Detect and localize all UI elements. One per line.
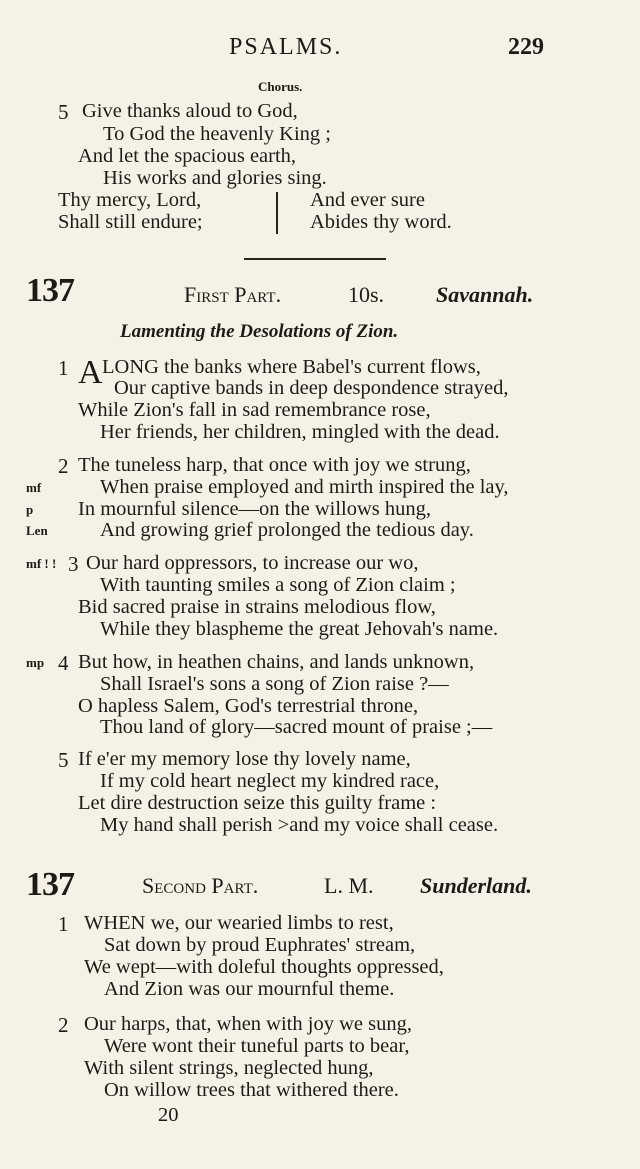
column-divider xyxy=(276,192,278,234)
meter-label: 10s. xyxy=(348,282,385,307)
section-rule xyxy=(244,258,386,260)
verse-line: On willow trees that withered there. xyxy=(104,1079,399,1101)
stanza-number: 5 xyxy=(58,748,69,772)
stanza-number: 1 xyxy=(58,912,69,936)
verse-line: Let dire destruction seize this guilty frame : xyxy=(78,792,437,814)
verse-line: Our hard oppressors, to increase our wo, xyxy=(86,552,419,574)
verse-line: Shall Israel's sons a song of Zion raise ?— xyxy=(100,673,449,695)
verse-line: In mournful silence—on the willows hung, xyxy=(78,498,432,520)
stanza-number: 2 xyxy=(58,1013,69,1037)
verse-line: If my cold heart neglect my kindred race, xyxy=(100,770,440,792)
dynamic-mark: mf xyxy=(26,480,42,495)
verse-line: Her friends, her children, mingled with the dead. xyxy=(100,421,500,443)
tune-name: Sunderland. xyxy=(420,873,532,898)
page-number: 229 xyxy=(508,34,544,60)
verse-line-left: Thy mercy, Lord, xyxy=(58,189,202,211)
tune-name: Savannah. xyxy=(436,282,534,307)
verse-line: When praise employed and mirth inspired the lay, xyxy=(100,476,509,498)
signature-mark: 20 xyxy=(158,1104,179,1126)
verse-line: And let the spacious earth, xyxy=(78,145,297,167)
dynamic-mark: mp xyxy=(26,655,45,670)
verse-line: If e'er my memory lose thy lovely name, xyxy=(78,748,411,770)
verse-line-right: Abides thy word. xyxy=(310,211,452,233)
stanza-number: 1 xyxy=(58,356,69,380)
drop-cap: A xyxy=(78,354,103,391)
verse-line: LONG the banks where Babel's current flows, xyxy=(102,356,481,378)
verse-line: The tuneless harp, that once with joy we strung, xyxy=(78,454,471,476)
dynamic-mark: p xyxy=(26,502,34,517)
stanza-number: 4 xyxy=(58,651,69,675)
dynamic-mark: Len xyxy=(26,523,48,538)
verse-line: Were wont their tuneful parts to bear, xyxy=(104,1035,410,1057)
meter-label: L. M. xyxy=(324,873,374,898)
verse-line: But how, in heathen chains, and lands unknown, xyxy=(78,651,475,673)
verse-line: With taunting smiles a song of Zion claim ; xyxy=(100,574,456,596)
verse-line: And growing grief prolonged the tedious day. xyxy=(100,519,474,541)
dynamic-mark: mf ! ! xyxy=(26,556,57,571)
psalm-number: 137 xyxy=(26,272,74,309)
psalm-number: 137 xyxy=(26,866,74,903)
part-label: Second Part. xyxy=(142,873,259,898)
verse-line-left: Shall still endure; xyxy=(58,211,203,233)
verse-line: WHEN we, our wearied limbs to rest, xyxy=(84,912,394,934)
verse-line: Our captive bands in deep despondence strayed, xyxy=(114,377,509,399)
verse-line: With silent strings, neglected hung, xyxy=(84,1057,374,1079)
verse-line-right: And ever sure xyxy=(310,189,425,211)
stanza-number: 3 xyxy=(68,552,79,576)
stanza-number: 2 xyxy=(58,454,69,478)
verse-line: To God the heavenly King ; xyxy=(103,123,332,145)
running-title: PSALMS. xyxy=(229,34,343,60)
verse-line: And Zion was our mournful theme. xyxy=(104,978,395,1000)
verse-line: Our harps, that, when with joy we sung, xyxy=(84,1013,412,1035)
verse-line: His works and glories sing. xyxy=(103,167,327,189)
verse-line: While Zion's fall in sad remembrance rose, xyxy=(78,399,431,421)
stanza-number: 5 xyxy=(58,100,69,124)
chorus-label: Chorus. xyxy=(258,79,303,94)
verse-line: Thou land of glory—sacred mount of praise ;— xyxy=(100,716,493,738)
verse-line: While they blaspheme the great Jehovah's name. xyxy=(100,618,499,640)
verse-line: Give thanks aloud to God, xyxy=(82,100,298,122)
part-label: First Part. xyxy=(184,282,282,307)
verse-line: We wept—with doleful thoughts oppressed, xyxy=(84,956,444,978)
verse-line: O hapless Salem, God's terrestrial throne, xyxy=(78,695,419,717)
psalm-subtitle: Lamenting the Desolations of Zion. xyxy=(120,321,399,342)
verse-line: Bid sacred praise in strains melodious flow, xyxy=(78,596,436,618)
verse-line: My hand shall perish >and my voice shall cease. xyxy=(100,814,499,836)
verse-line: Sat down by proud Euphrates' stream, xyxy=(104,934,416,956)
